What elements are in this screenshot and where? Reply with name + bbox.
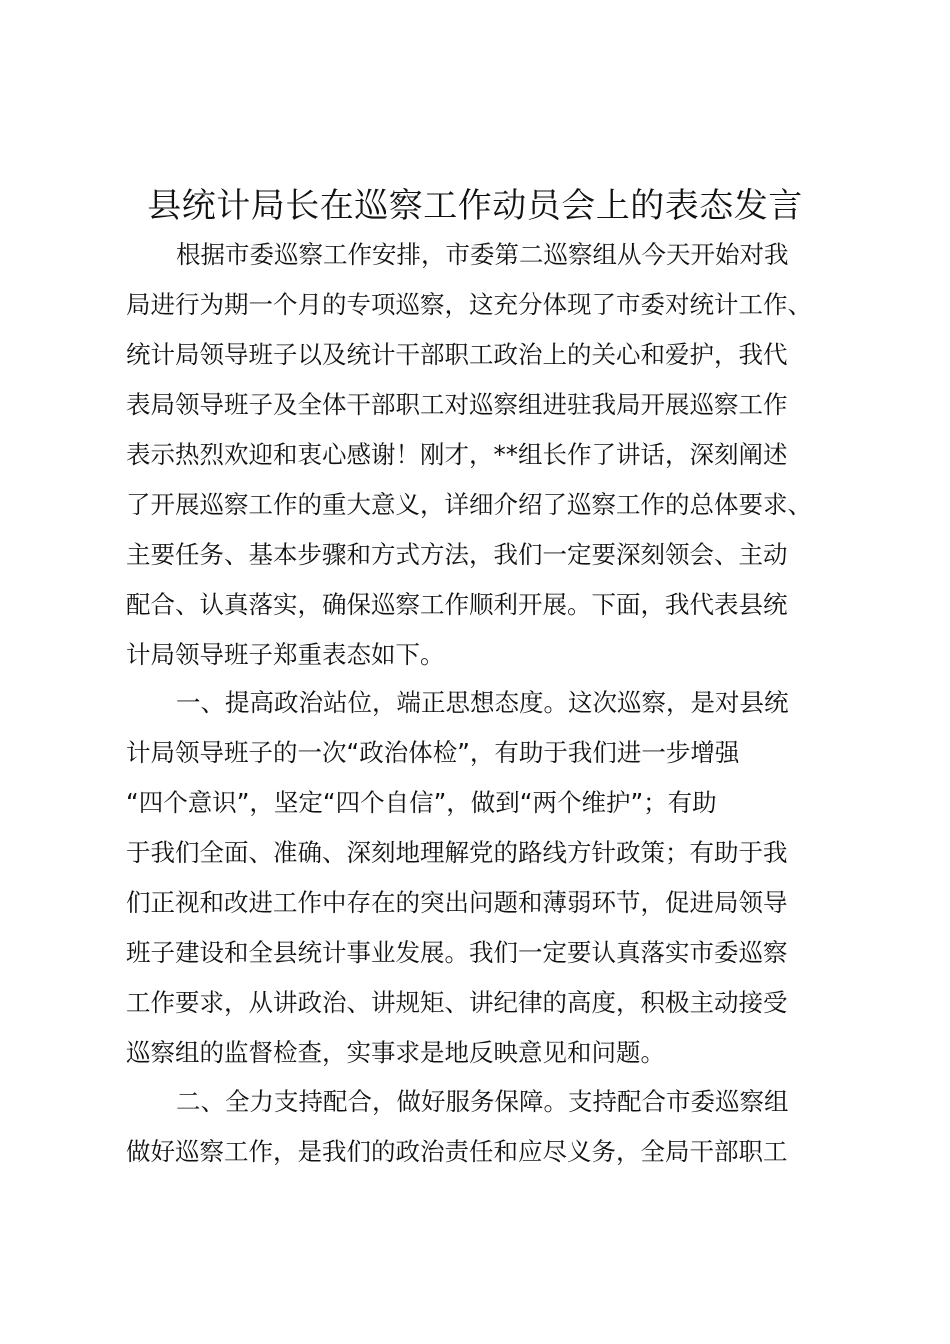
text-line: 于我们全面、准确、深刻地理解党的路线方针政策；有助于我 [126,838,788,867]
text-line: 表局领导班子及全体干部职工对巡察组进驻我局开展巡察工作 [126,390,788,419]
text-line: 班子建设和全县统计事业发展。我们一定要认真落实市委巡察 [126,938,788,967]
text-line: 根据市委巡察工作安排，市委第二巡察组从今天开始对我 [176,240,789,269]
text-line: 计局领导班子郑重表态如下。 [126,640,445,669]
paragraph-intro [126,230,836,680]
text-line: 了开展巡察工作的重大意义，详细介绍了巡察工作的总体要求、 [126,490,812,519]
text-line: 们正视和改进工作中存在的突出问题和薄弱环节，促进局领导 [126,888,788,917]
text-line: 主要任务、基本步骤和方式方法，我们一定要深刻领会、主动 [126,540,788,569]
text-line: 工作要求，从讲政治、讲规矩、讲纪律的高度，积极主动接受 [126,988,788,1017]
text-line: 二、全力支持配合，做好服务保障。支持配合市委巡察组 [176,1087,789,1116]
text-line: 巡察组的监督检查，实事求是地反映意见和问题。 [126,1038,665,1067]
text-line: 局进行为期一个月的专项巡察，这充分体现了市委对统计工作、 [126,290,812,319]
text-line: 配合、认真落实，确保巡察工作顺利开展。下面，我代表县统 [126,590,788,619]
paragraph-section-two [126,1077,836,1177]
paragraph-section-one [126,678,836,1078]
document-title: 县统计局长在巡察工作动员会上的表态发言 [147,186,803,226]
text-line: 表示热烈欢迎和衷心感谢！刚才，**组长作了讲话，深刻阐述 [126,440,788,469]
text-line: 统计局领导班子以及统计干部职工政治上的关心和爱护，我代 [126,340,788,369]
text-line: 计局领导班子的一次“政治体检”，有助于我们进一步增强 [126,738,740,767]
text-line: 一、提高政治站位，端正思想态度。这次巡察，是对县统 [176,688,789,717]
text-line: “四个意识”，坚定“四个自信”，做到“两个维护”；有助 [126,788,717,817]
text-line: 做好巡察工作，是我们的政治责任和应尽义务，全局干部职工 [126,1137,788,1166]
